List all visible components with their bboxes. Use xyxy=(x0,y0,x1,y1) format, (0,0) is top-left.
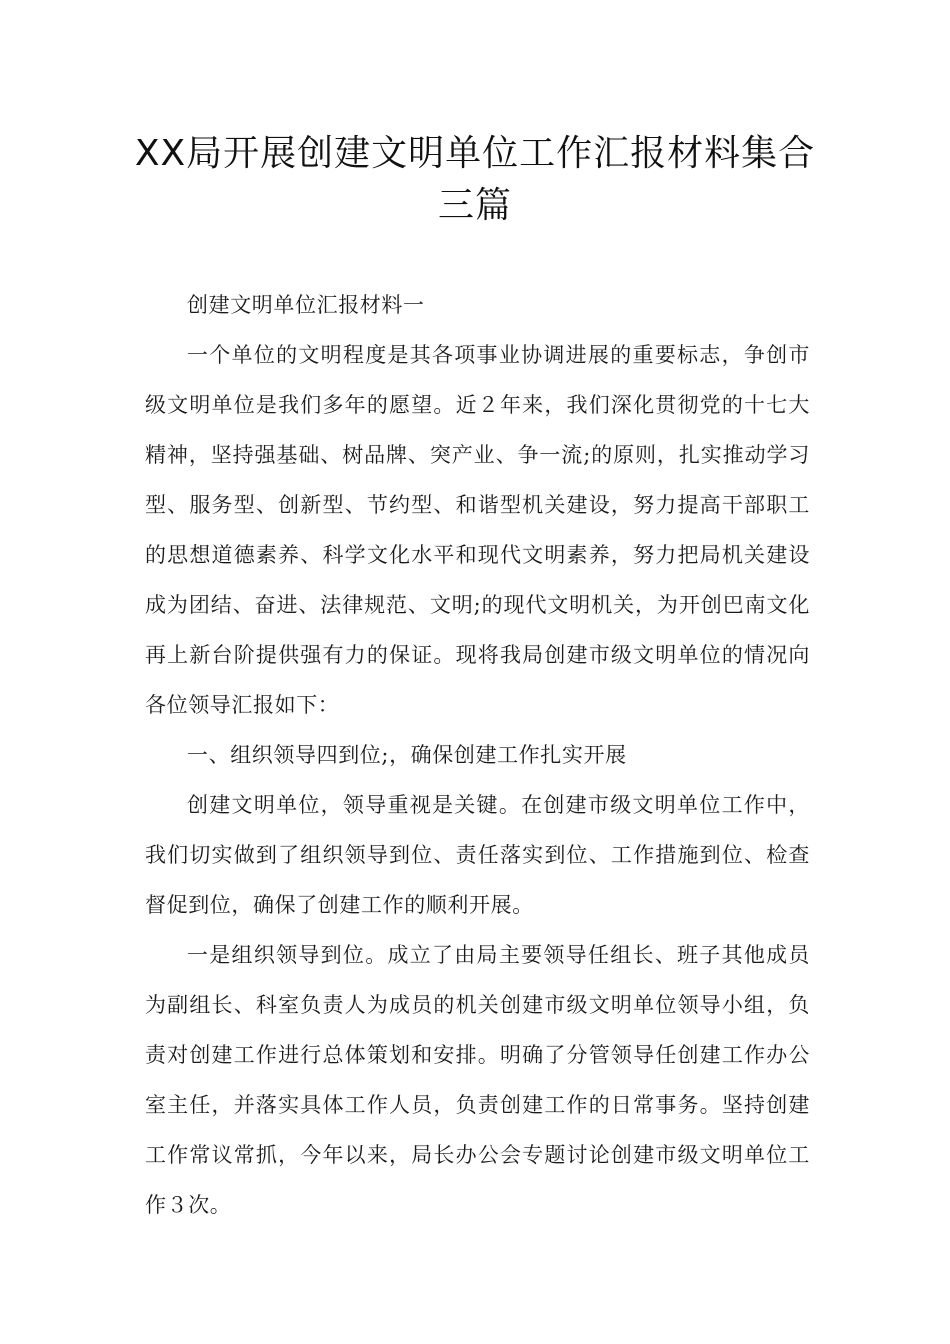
section-heading: 创建文明单位汇报材料一 xyxy=(187,293,425,317)
paragraph: 创建文明单位，领导重视是关键。在创建市级文明单位工作中，我们切实做到了组织领导到位、责任落实到位、工作措施到位、检查督促到位，确保了创建工作的顺利开展。 xyxy=(145,793,810,917)
paragraph: 一个单位的文明程度是其各项事业协调进展的重要标志，争创市级文明单位是我们多年的愿望。近２年来，我们深化贯彻党的十七大精神，坚持强基础、树品牌、突产业、争一流;的原则，扎实推动学习型、服务型、创新型、节约型、和谐型机关建设，努力提高干部职工的思想道德素养、科学文化水平和现代文明素养，努力把局机关建设成为团结、奋进、法律规范、文明;的现代文明机关，为开创巴南文化再上新台阶提供强有力的保证。现将我局创建市级文明单位的情况向各位领导汇报如下： xyxy=(145,343,810,717)
subsection-heading: 一、组织领导四到位;，确保创建工作扎实开展 xyxy=(187,743,627,767)
paragraph: 一是组织领导到位。成立了由局主要领导任组长、班子其他成员为副组长、科室负责人为成员的机关创建市级文明单位领导小组，负责对创建工作进行总体策划和安排。明确了分管领导任创建工作办公室主任，并落实具体工作人员，负责创建工作的日常事务。坚持创建工作常议常抓，今年以来，局长办公会专题讨论创建市级文明单位工作３次。 xyxy=(145,943,810,1217)
document-title: XX局开展创建文明单位工作汇报材料集合三篇 xyxy=(134,133,816,226)
document-body xyxy=(145,280,810,1230)
